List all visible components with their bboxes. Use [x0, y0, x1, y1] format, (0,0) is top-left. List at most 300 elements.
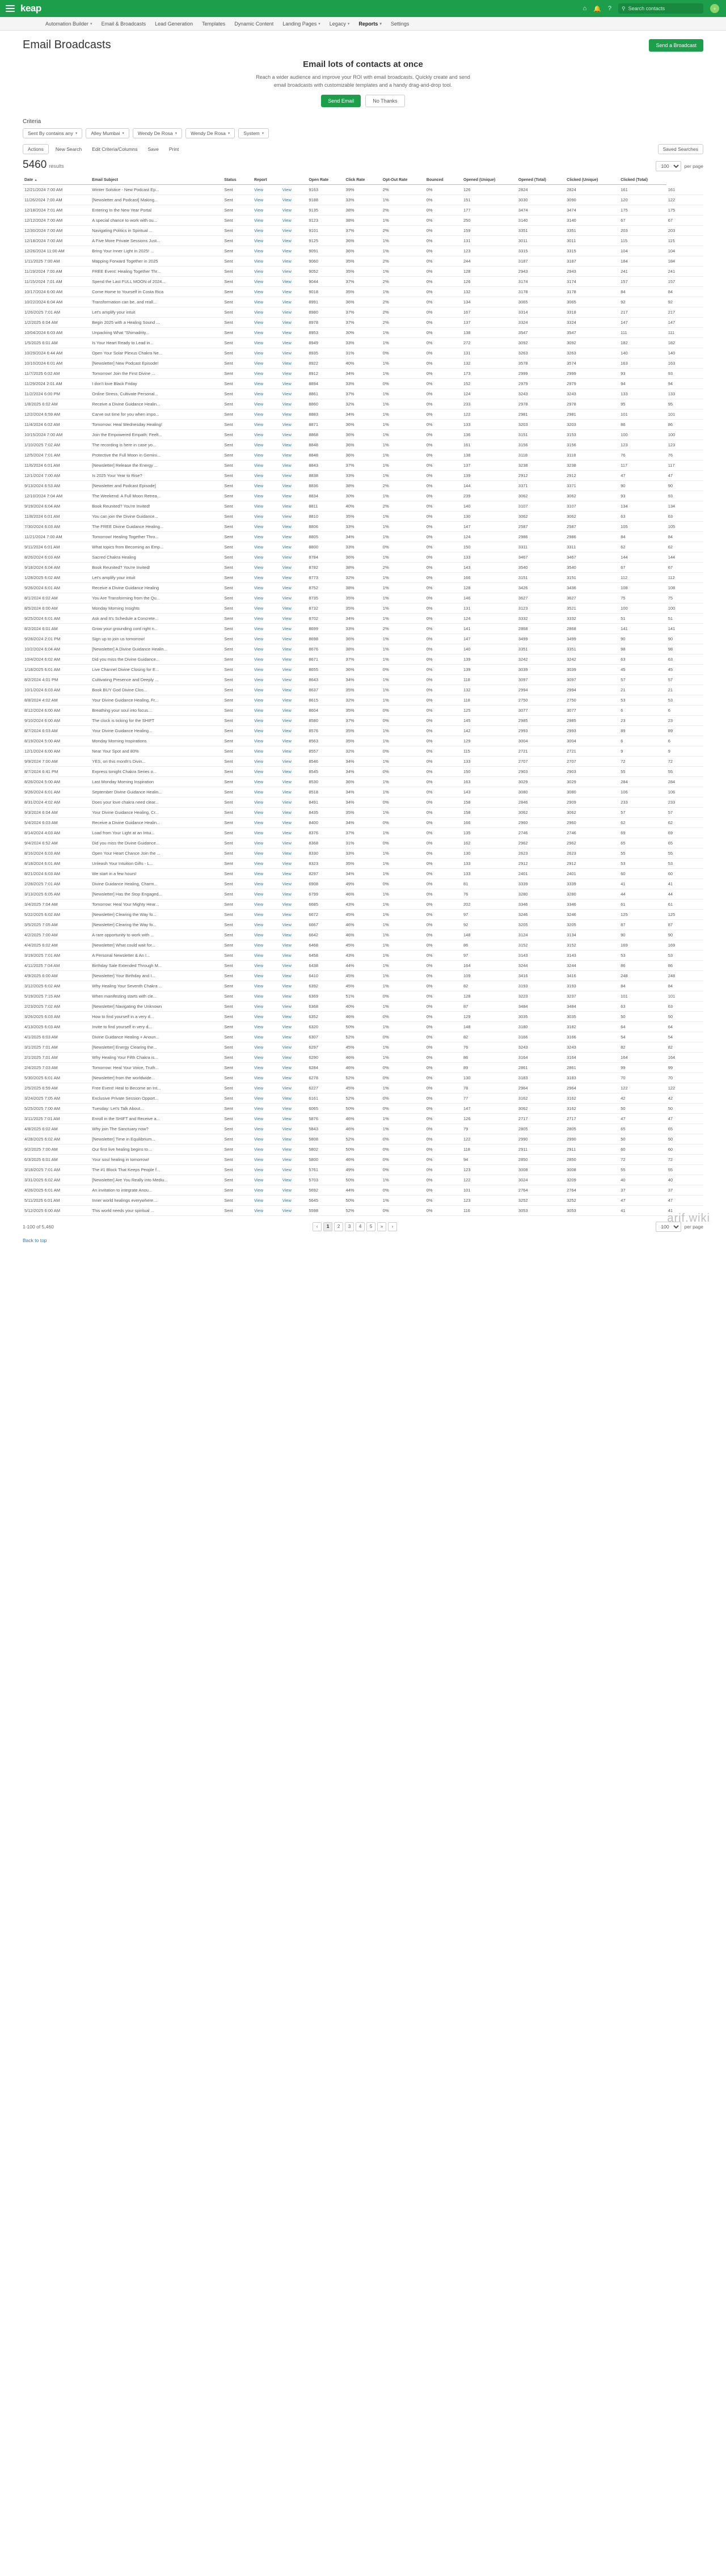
report-link[interactable]: View [254, 636, 264, 641]
cell-report[interactable] [252, 644, 281, 654]
table-row[interactable] [23, 583, 703, 593]
table-row[interactable] [23, 767, 703, 777]
table-row[interactable] [23, 1134, 703, 1145]
report-link[interactable]: View [254, 442, 264, 447]
table-row[interactable] [23, 1063, 703, 1073]
report-link[interactable]: View [254, 922, 264, 927]
report-link[interactable]: View [254, 1157, 264, 1162]
view-link[interactable]: View [282, 1034, 292, 1040]
table-row[interactable] [23, 185, 703, 195]
view-link[interactable]: View [282, 718, 292, 723]
view-link[interactable]: View [282, 259, 292, 264]
cell-view[interactable] [281, 654, 307, 665]
cell-report[interactable] [252, 685, 281, 695]
page-more[interactable]: » [377, 1222, 386, 1231]
cell-report[interactable] [252, 900, 281, 910]
view-link[interactable]: View [282, 269, 292, 274]
view-link[interactable]: View [282, 340, 292, 345]
brand-logo[interactable]: keap [20, 3, 41, 14]
criteria-chip-sent-by[interactable] [23, 128, 82, 138]
cell-view[interactable] [281, 1185, 307, 1196]
table-row[interactable] [23, 430, 703, 440]
view-link[interactable]: View [282, 647, 292, 652]
view-link[interactable]: View [282, 555, 292, 560]
nav-item-settings[interactable] [391, 21, 410, 27]
table-row[interactable] [23, 991, 703, 1002]
table-row[interactable] [23, 624, 703, 634]
bell-icon[interactable]: 🔔 [593, 5, 601, 12]
report-link[interactable]: View [254, 779, 264, 784]
view-link[interactable]: View [282, 504, 292, 509]
report-link[interactable]: View [254, 483, 264, 488]
report-link[interactable]: View [254, 1167, 264, 1172]
actions-dropdown[interactable] [23, 144, 49, 154]
view-link[interactable]: View [282, 1075, 292, 1080]
report-link[interactable]: View [254, 371, 264, 376]
table-row[interactable] [23, 879, 703, 889]
cell-view[interactable] [281, 185, 307, 195]
cell-view[interactable] [281, 430, 307, 440]
cell-view[interactable] [281, 869, 307, 879]
cell-report[interactable] [252, 1175, 281, 1185]
cell-view[interactable] [281, 991, 307, 1002]
cell-report[interactable] [252, 552, 281, 563]
view-link[interactable]: View [282, 432, 292, 437]
report-link[interactable]: View [254, 749, 264, 754]
cell-view[interactable] [281, 930, 307, 940]
view-link[interactable]: View [282, 371, 292, 376]
view-link[interactable]: View [282, 657, 292, 662]
col-open-rate[interactable] [307, 176, 344, 185]
report-link[interactable]: View [254, 1126, 264, 1131]
report-link[interactable]: View [254, 616, 264, 621]
nav-item-automation-builder[interactable] [45, 21, 92, 27]
view-link[interactable]: View [282, 350, 292, 356]
view-link[interactable]: View [282, 1106, 292, 1111]
view-link[interactable]: View [282, 493, 292, 499]
cell-report[interactable] [252, 563, 281, 573]
table-row[interactable] [23, 634, 703, 644]
cell-report[interactable] [252, 1083, 281, 1093]
cell-view[interactable] [281, 838, 307, 848]
cell-report[interactable] [252, 614, 281, 624]
page-prev[interactable]: ‹ [313, 1222, 322, 1231]
view-link[interactable]: View [282, 381, 292, 386]
cell-view[interactable] [281, 409, 307, 420]
cell-report[interactable] [252, 542, 281, 552]
cell-report[interactable] [252, 583, 281, 593]
view-link[interactable]: View [282, 442, 292, 447]
cell-view[interactable] [281, 1206, 307, 1216]
cell-view[interactable] [281, 450, 307, 461]
table-row[interactable] [23, 297, 703, 307]
table-row[interactable] [23, 869, 703, 879]
view-link[interactable]: View [282, 320, 292, 325]
report-link[interactable]: View [254, 340, 264, 345]
cell-report[interactable] [252, 246, 281, 256]
cell-report[interactable] [252, 920, 281, 930]
table-row[interactable] [23, 603, 703, 614]
cell-report[interactable] [252, 573, 281, 583]
cell-report[interactable] [252, 481, 281, 491]
report-link[interactable]: View [254, 769, 264, 774]
view-link[interactable]: View [282, 208, 292, 213]
report-link[interactable]: View [254, 330, 264, 335]
view-link[interactable]: View [282, 728, 292, 733]
cell-report[interactable] [252, 869, 281, 879]
table-row[interactable] [23, 420, 703, 430]
cell-view[interactable] [281, 777, 307, 787]
cell-report[interactable] [252, 501, 281, 512]
table-row[interactable] [23, 859, 703, 869]
cell-view[interactable] [281, 951, 307, 961]
cell-report[interactable] [252, 971, 281, 981]
cell-view[interactable] [281, 522, 307, 532]
report-link[interactable]: View [254, 973, 264, 978]
table-row[interactable] [23, 787, 703, 797]
cell-report[interactable] [252, 1124, 281, 1134]
table-row[interactable] [23, 675, 703, 685]
table-row[interactable] [23, 1012, 703, 1022]
cell-view[interactable] [281, 971, 307, 981]
table-row[interactable] [23, 1165, 703, 1175]
table-row[interactable] [23, 1093, 703, 1104]
cell-view[interactable] [281, 399, 307, 409]
view-link[interactable]: View [282, 902, 292, 907]
cell-report[interactable] [252, 961, 281, 971]
view-link[interactable]: View [282, 861, 292, 866]
criteria-chip-user-3[interactable] [185, 128, 235, 138]
col-report[interactable] [252, 176, 281, 185]
cell-report[interactable] [252, 358, 281, 369]
cell-report[interactable] [252, 848, 281, 859]
report-link[interactable]: View [254, 1086, 264, 1091]
cell-report[interactable] [252, 859, 281, 869]
report-link[interactable]: View [254, 830, 264, 835]
col-email-subject[interactable] [90, 176, 222, 185]
view-link[interactable]: View [282, 238, 292, 243]
report-link[interactable]: View [254, 555, 264, 560]
cell-view[interactable] [281, 1134, 307, 1145]
search-input[interactable] [618, 3, 703, 14]
view-link[interactable]: View [282, 575, 292, 580]
report-link[interactable]: View [254, 1014, 264, 1019]
table-row[interactable] [23, 318, 703, 328]
cell-view[interactable] [281, 787, 307, 797]
cell-view[interactable] [281, 695, 307, 706]
view-link[interactable]: View [282, 361, 292, 366]
cell-view[interactable] [281, 624, 307, 634]
cell-report[interactable] [252, 185, 281, 195]
cell-report[interactable] [252, 889, 281, 900]
cell-report[interactable] [252, 471, 281, 481]
view-link[interactable]: View [282, 973, 292, 978]
report-link[interactable]: View [254, 1137, 264, 1142]
report-link[interactable]: View [254, 259, 264, 264]
view-link[interactable]: View [282, 667, 292, 672]
cell-report[interactable] [252, 1114, 281, 1124]
table-row[interactable] [23, 481, 703, 491]
col-opened-unique[interactable] [462, 176, 517, 185]
report-link[interactable]: View [254, 473, 264, 478]
table-row[interactable] [23, 440, 703, 450]
report-link[interactable]: View [254, 1096, 264, 1101]
report-link[interactable]: View [254, 994, 264, 999]
col-clicked-total[interactable] [619, 176, 666, 185]
table-row[interactable] [23, 940, 703, 951]
report-link[interactable]: View [254, 1045, 264, 1050]
cell-view[interactable] [281, 767, 307, 777]
report-link[interactable]: View [254, 606, 264, 611]
cell-report[interactable] [252, 297, 281, 307]
view-link[interactable]: View [282, 892, 292, 897]
cell-report[interactable] [252, 1022, 281, 1032]
cell-view[interactable] [281, 716, 307, 726]
report-link[interactable]: View [254, 667, 264, 672]
nav-item-legacy[interactable] [330, 21, 350, 27]
cell-report[interactable] [252, 1093, 281, 1104]
cell-view[interactable] [281, 1124, 307, 1134]
col-status[interactable] [222, 176, 252, 185]
report-link[interactable]: View [254, 1106, 264, 1111]
table-row[interactable] [23, 1083, 703, 1093]
cell-report[interactable] [252, 1134, 281, 1145]
view-link[interactable]: View [282, 1167, 292, 1172]
cell-view[interactable] [281, 1104, 307, 1114]
cell-view[interactable] [281, 1165, 307, 1175]
cell-view[interactable] [281, 318, 307, 328]
report-link[interactable]: View [254, 402, 264, 407]
table-row[interactable] [23, 889, 703, 900]
cell-report[interactable] [252, 654, 281, 665]
cell-view[interactable] [281, 195, 307, 205]
view-link[interactable]: View [282, 616, 292, 621]
cell-report[interactable] [252, 675, 281, 685]
table-row[interactable] [23, 532, 703, 542]
cell-report[interactable] [252, 726, 281, 736]
report-link[interactable]: View [254, 902, 264, 907]
report-link[interactable]: View [254, 391, 264, 396]
cell-view[interactable] [281, 205, 307, 216]
report-link[interactable]: View [254, 565, 264, 570]
view-link[interactable]: View [282, 565, 292, 570]
report-link[interactable]: View [254, 738, 264, 744]
question-icon[interactable]: ? [607, 5, 611, 12]
send-broadcast-button[interactable]: Send a Broadcast [649, 39, 703, 52]
table-row[interactable] [23, 246, 703, 256]
cell-report[interactable] [252, 389, 281, 399]
cell-report[interactable] [252, 940, 281, 951]
cell-view[interactable] [281, 614, 307, 624]
table-row[interactable] [23, 1053, 703, 1063]
report-link[interactable]: View [254, 524, 264, 529]
cell-report[interactable] [252, 1042, 281, 1053]
cell-report[interactable] [252, 369, 281, 379]
table-row[interactable] [23, 328, 703, 338]
report-link[interactable]: View [254, 892, 264, 897]
report-link[interactable]: View [254, 1116, 264, 1121]
cell-view[interactable] [281, 338, 307, 348]
view-link[interactable]: View [282, 1208, 292, 1213]
print-button[interactable]: Print [166, 145, 182, 154]
cell-view[interactable] [281, 246, 307, 256]
table-row[interactable] [23, 1022, 703, 1032]
cell-view[interactable] [281, 277, 307, 287]
report-link[interactable]: View [254, 575, 264, 580]
report-link[interactable]: View [254, 534, 264, 539]
view-link[interactable]: View [282, 830, 292, 835]
table-row[interactable] [23, 1073, 703, 1083]
table-row[interactable] [23, 695, 703, 706]
cell-view[interactable] [281, 940, 307, 951]
saved-searches-dropdown[interactable] [658, 144, 703, 154]
table-row[interactable] [23, 685, 703, 695]
cell-report[interactable] [252, 910, 281, 920]
report-link[interactable]: View [254, 626, 264, 631]
table-row[interactable] [23, 236, 703, 246]
cell-report[interactable] [252, 1063, 281, 1073]
table-row[interactable] [23, 757, 703, 767]
view-link[interactable]: View [282, 412, 292, 417]
cell-report[interactable] [252, 665, 281, 675]
view-link[interactable]: View [282, 453, 292, 458]
table-row[interactable] [23, 654, 703, 665]
cell-report[interactable] [252, 777, 281, 787]
cell-view[interactable] [281, 1002, 307, 1012]
table-row[interactable] [23, 552, 703, 563]
table-row[interactable] [23, 512, 703, 522]
report-link[interactable]: View [254, 289, 264, 294]
report-link[interactable]: View [254, 943, 264, 948]
view-link[interactable]: View [282, 698, 292, 703]
cell-view[interactable] [281, 675, 307, 685]
cell-report[interactable] [252, 1012, 281, 1022]
cell-view[interactable] [281, 961, 307, 971]
view-link[interactable]: View [282, 1055, 292, 1060]
cell-view[interactable] [281, 757, 307, 767]
cell-view[interactable] [281, 297, 307, 307]
view-link[interactable]: View [282, 402, 292, 407]
cell-view[interactable] [281, 1083, 307, 1093]
cell-view[interactable] [281, 1093, 307, 1104]
view-link[interactable]: View [282, 473, 292, 478]
report-link[interactable]: View [254, 248, 264, 254]
report-link[interactable]: View [254, 800, 264, 805]
view-link[interactable]: View [282, 514, 292, 519]
table-row[interactable] [23, 797, 703, 808]
cell-report[interactable] [252, 287, 281, 297]
report-link[interactable]: View [254, 983, 264, 989]
table-row[interactable] [23, 828, 703, 838]
view-link[interactable]: View [282, 218, 292, 223]
page-4[interactable]: 4 [356, 1222, 365, 1231]
report-link[interactable]: View [254, 310, 264, 315]
view-link[interactable]: View [282, 677, 292, 682]
view-link[interactable]: View [282, 963, 292, 968]
report-link[interactable]: View [254, 851, 264, 856]
cell-report[interactable] [252, 828, 281, 838]
criteria-chip-user-2[interactable] [133, 128, 182, 138]
report-link[interactable]: View [254, 1147, 264, 1152]
cell-view[interactable] [281, 461, 307, 471]
cell-view[interactable] [281, 848, 307, 859]
cell-report[interactable] [252, 1206, 281, 1216]
table-row[interactable] [23, 777, 703, 787]
table-row[interactable] [23, 205, 703, 216]
cell-view[interactable] [281, 1022, 307, 1032]
page-2[interactable]: 2 [334, 1222, 343, 1231]
cell-report[interactable] [252, 981, 281, 991]
view-link[interactable]: View [282, 881, 292, 886]
report-link[interactable]: View [254, 1004, 264, 1009]
cell-view[interactable] [281, 471, 307, 481]
cell-view[interactable] [281, 593, 307, 603]
view-link[interactable]: View [282, 1177, 292, 1183]
view-link[interactable]: View [282, 534, 292, 539]
cell-report[interactable] [252, 307, 281, 318]
cell-report[interactable] [252, 348, 281, 358]
view-link[interactable]: View [282, 983, 292, 989]
table-row[interactable] [23, 920, 703, 930]
cell-report[interactable] [252, 195, 281, 205]
report-link[interactable]: View [254, 881, 264, 886]
cell-view[interactable] [281, 573, 307, 583]
report-link[interactable]: View [254, 718, 264, 723]
cell-report[interactable] [252, 1185, 281, 1196]
table-row[interactable] [23, 1196, 703, 1206]
cell-view[interactable] [281, 797, 307, 808]
table-row[interactable] [23, 746, 703, 757]
table-row[interactable] [23, 348, 703, 358]
cell-report[interactable] [252, 1032, 281, 1042]
cell-view[interactable] [281, 287, 307, 297]
report-link[interactable]: View [254, 422, 264, 427]
cell-view[interactable] [281, 1114, 307, 1124]
cell-report[interactable] [252, 736, 281, 746]
cell-view[interactable] [281, 512, 307, 522]
table-row[interactable] [23, 614, 703, 624]
cell-report[interactable] [252, 879, 281, 889]
cell-view[interactable] [281, 236, 307, 246]
table-row[interactable] [23, 1002, 703, 1012]
table-row[interactable] [23, 389, 703, 399]
table-row[interactable] [23, 1104, 703, 1114]
table-row[interactable] [23, 277, 703, 287]
table-row[interactable] [23, 307, 703, 318]
report-link[interactable]: View [254, 841, 264, 846]
table-row[interactable] [23, 1145, 703, 1155]
col-optout-rate[interactable] [381, 176, 425, 185]
cell-view[interactable] [281, 920, 307, 930]
table-row[interactable] [23, 961, 703, 971]
cell-report[interactable] [252, 757, 281, 767]
table-row[interactable] [23, 971, 703, 981]
view-link[interactable]: View [282, 1086, 292, 1091]
col-date[interactable] [23, 176, 90, 185]
report-link[interactable]: View [254, 1198, 264, 1203]
home-icon[interactable]: ⌂ [583, 5, 587, 12]
add-button[interactable]: + [710, 4, 719, 13]
view-link[interactable]: View [282, 1126, 292, 1131]
report-link[interactable]: View [254, 228, 264, 233]
view-link[interactable]: View [282, 248, 292, 254]
view-link[interactable]: View [282, 922, 292, 927]
cell-report[interactable] [252, 379, 281, 389]
table-row[interactable] [23, 379, 703, 389]
send-email-button[interactable]: Send Email [321, 95, 361, 107]
col-opened-total[interactable] [517, 176, 565, 185]
view-link[interactable]: View [282, 606, 292, 611]
